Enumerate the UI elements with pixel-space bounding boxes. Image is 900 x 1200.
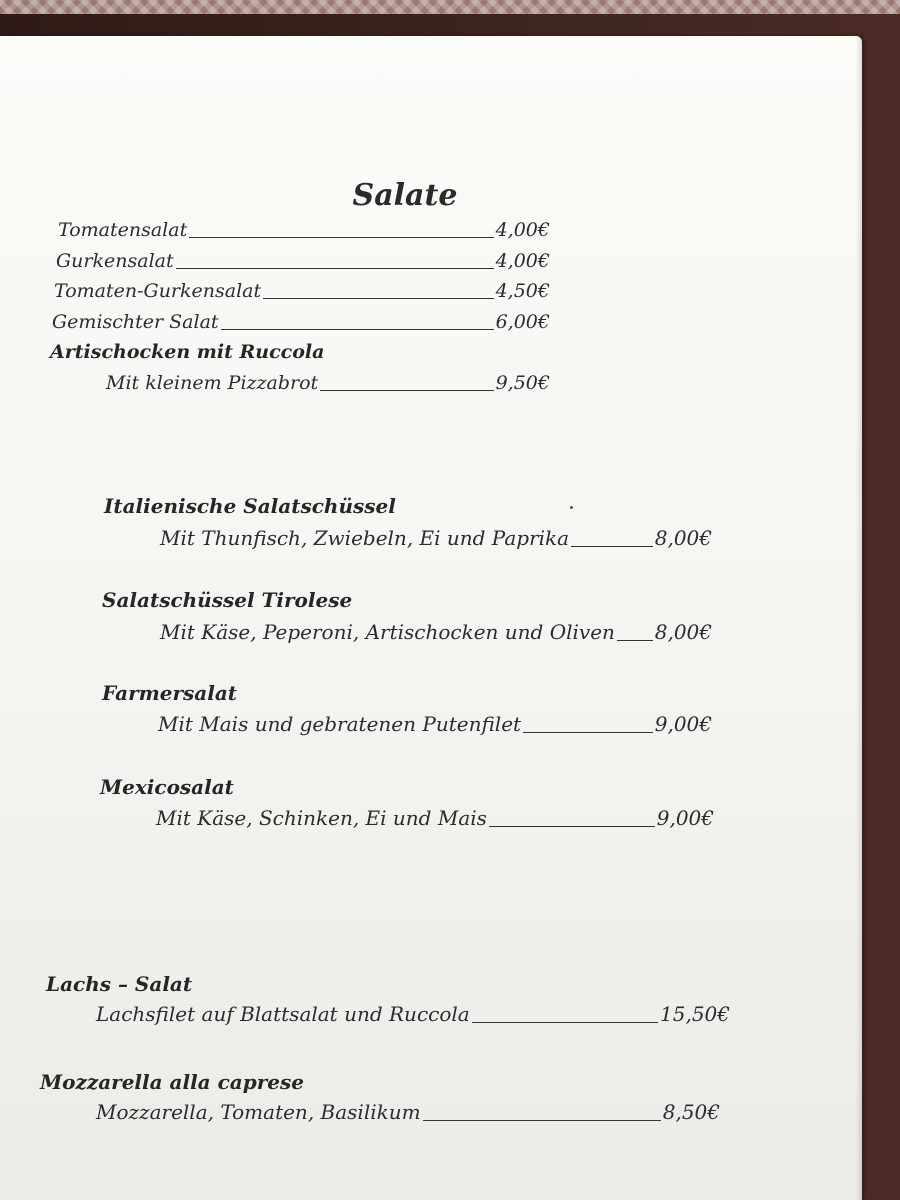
item-desc: Mit Mais und gebratenen Putenfilet [158, 712, 522, 736]
bowl-tirolese-name: Salatschüssel Tirolese [102, 588, 353, 612]
item-price: 4,00€ [495, 219, 550, 241]
menu-title: Salate [352, 178, 458, 213]
item-desc: Mit Käse, Schinken, Ei und Mais [156, 806, 487, 830]
item-name: Tomaten-Gurkensalat [54, 280, 262, 302]
item-price: 4,50€ [495, 280, 550, 302]
item-price: 6,00€ [495, 311, 550, 333]
item-desc: Mit Thunfisch, Zwiebeln, Ei und Paprika [160, 526, 570, 550]
special-mozzarella-desc [96, 1100, 720, 1124]
menu-item-artischocken-name: Artischocken mit Ruccola [50, 341, 325, 363]
menu-item-tomaten-gurkensalat [54, 280, 550, 302]
bowl-mexicosalat-name: Mexicosalat [100, 775, 234, 799]
bowl-italienische-desc [160, 526, 712, 550]
leader-line [523, 732, 653, 733]
item-price: 15,50€ [660, 1002, 730, 1026]
bowl-farmersalat-name: Farmersalat [102, 681, 238, 705]
menu-page [0, 36, 862, 1200]
paper-speck [570, 506, 573, 509]
item-price: 9,00€ [654, 712, 712, 736]
item-price: 8,00€ [654, 620, 712, 644]
item-price: 4,00€ [495, 250, 550, 272]
item-name: Tomatensalat [58, 219, 188, 241]
special-lachs-name: Lachs – Salat [46, 972, 193, 996]
leader-line [571, 546, 653, 547]
item-name: Gurkensalat [56, 250, 174, 272]
special-mozzarella-name: Mozzarella alla caprese [40, 1070, 304, 1094]
leader-line [472, 1022, 658, 1023]
leader-line [176, 268, 494, 269]
item-name: Gemischter Salat [52, 311, 219, 333]
item-desc: Lachsfilet auf Blattsalat und Ruccola [96, 1002, 470, 1026]
item-price: 8,50€ [662, 1100, 720, 1124]
item-desc: Mit Käse, Peperoni, Artischocken und Oliven [160, 620, 615, 644]
item-desc: Mit kleinem Pizzabrot [106, 372, 319, 394]
leader-line [617, 640, 653, 641]
item-price: 8,00€ [654, 526, 712, 550]
menu-item-artischocken-desc [106, 372, 550, 394]
leader-line [423, 1120, 661, 1121]
bowl-italienische-name: Italienische Salatschüssel [104, 494, 396, 518]
special-lachs-desc [96, 1002, 730, 1026]
leader-line [320, 390, 493, 391]
leader-line [489, 826, 655, 827]
leader-line [221, 329, 494, 330]
bowl-farmersalat-desc [158, 712, 712, 736]
bowl-tirolese-desc [160, 620, 712, 644]
menu-item-gurkensalat [56, 250, 550, 272]
item-price: 9,00€ [656, 806, 714, 830]
leader-line [263, 298, 493, 299]
bowl-mexicosalat-desc [156, 806, 714, 830]
item-price: 9,50€ [495, 372, 550, 394]
leader-line [189, 237, 493, 238]
item-desc: Mozzarella, Tomaten, Basilikum [96, 1100, 421, 1124]
menu-item-tomatensalat [58, 219, 550, 241]
menu-item-gemischter-salat [52, 311, 550, 333]
